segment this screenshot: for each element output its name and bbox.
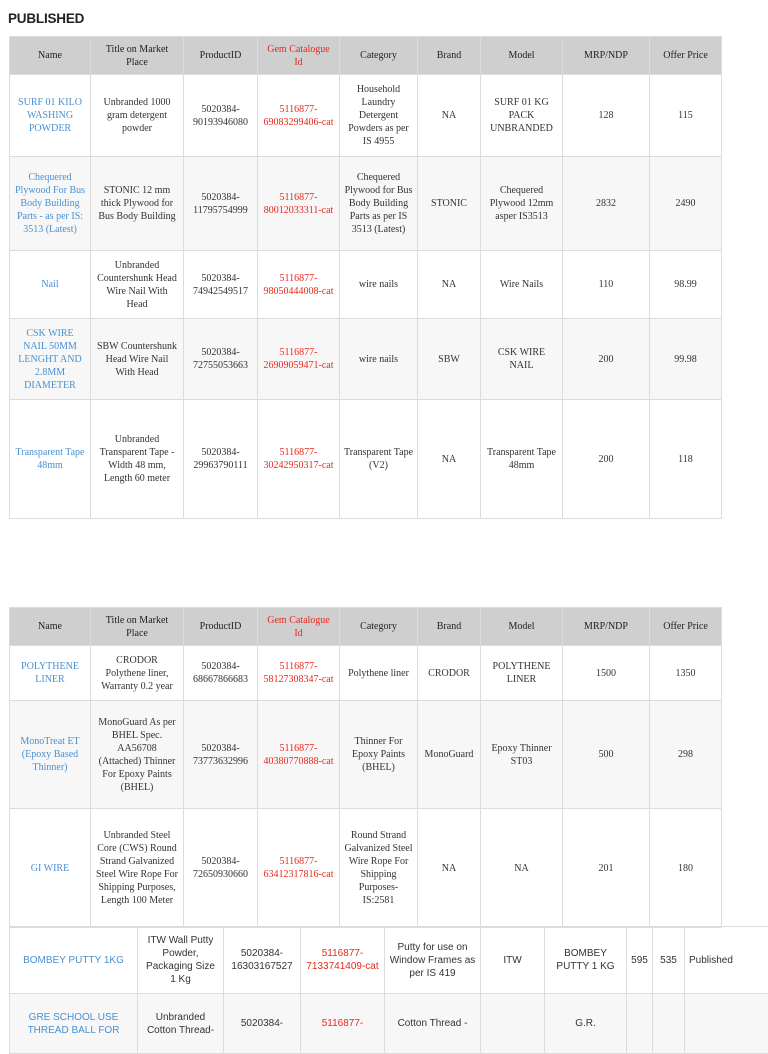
category-cell: Putty for use on Window Frames as per IS 419 (385, 927, 481, 994)
gem-catalogue-id-cell: 5116877-40380770888-cat (258, 701, 340, 809)
table-header-row (10, 608, 722, 646)
table-row (10, 157, 722, 251)
mrp-cell: 110 (563, 251, 650, 319)
table-row (10, 251, 722, 319)
gem-catalogue-id-cell: 5116877-98050444008-cat (258, 251, 340, 319)
brand-cell: NA (418, 809, 481, 928)
title-cell: Unbranded Transparent Tape - Width 48 mm, Length 60 meter (91, 400, 184, 519)
name-cell[interactable]: CSK WIRE NAIL 50MM LENGHT AND 2.8MM DIAMETER (10, 319, 91, 400)
model-cell: Transparent Tape 48mm (481, 400, 563, 519)
category-cell: Household Laundry Detergent Powders as per IS 4955 (340, 75, 418, 157)
column-header-name: Name (10, 37, 91, 75)
model-cell: POLYTHENE LINER (481, 646, 563, 701)
product-id-cell: 5020384-90193946080 (184, 75, 258, 157)
gem-catalogue-id-cell: 5116877-80012033311-cat (258, 157, 340, 251)
product-id-cell: 5020384-72755053663 (184, 319, 258, 400)
mrp-cell: 1500 (563, 646, 650, 701)
products-table-2 (9, 607, 722, 928)
products-table-3 (9, 926, 768, 1054)
name-cell[interactable]: GRE SCHOOL USE THREAD BALL FOR (10, 994, 138, 1054)
model-cell: G.R. (545, 994, 627, 1054)
brand-cell: NA (418, 75, 481, 157)
column-header-offer-price: Offer Price (650, 37, 722, 75)
gem-catalogue-id-cell: 5116877-26909059471-cat (258, 319, 340, 400)
table-row (10, 927, 768, 994)
model-cell: BOMBEY PUTTY 1 KG (545, 927, 627, 994)
model-cell: CSK WIRE NAIL (481, 319, 563, 400)
name-cell[interactable]: GI WIRE (10, 809, 91, 928)
table-row (10, 75, 722, 157)
column-header-title: Title on Market Place (91, 608, 184, 646)
column-header-gem-catalogue-id: Gem Catalogue Id (258, 37, 340, 75)
product-id-cell: 5020384-29963790111 (184, 400, 258, 519)
gem-catalogue-id-cell: 5116877-30242950317-cat (258, 400, 340, 519)
model-cell: SURF 01 KG PACK UNBRANDED (481, 75, 563, 157)
title-cell: Unbranded Countershunk Head Wire Nail With Head (91, 251, 184, 319)
page-heading: PUBLISHED (8, 11, 84, 26)
category-cell: Cotton Thread - (385, 994, 481, 1054)
offer-price-cell: 535 (653, 927, 685, 994)
offer-price-cell: 98.99 (650, 251, 722, 319)
column-header-offer-price: Offer Price (650, 608, 722, 646)
table-header-row (10, 37, 722, 75)
table-row (10, 809, 722, 928)
column-header-product-id: ProductID (184, 608, 258, 646)
column-header-model: Model (481, 37, 563, 75)
mrp-cell: 200 (563, 319, 650, 400)
column-header-mrp: MRP/NDP (563, 608, 650, 646)
title-cell: Unbranded 1000 gram detergent powder (91, 75, 184, 157)
name-cell[interactable]: POLYTHENE LINER (10, 646, 91, 701)
table-body (10, 927, 768, 1054)
gem-catalogue-id-cell: 5116877-58127308347-cat (258, 646, 340, 701)
name-cell[interactable]: Transparent Tape 48mm (10, 400, 91, 519)
gem-catalogue-id-cell: 5116877- (301, 994, 385, 1054)
offer-price-cell: 298 (650, 701, 722, 809)
offer-price-cell: 2490 (650, 157, 722, 251)
offer-price-cell: 180 (650, 809, 722, 928)
column-header-brand: Brand (418, 37, 481, 75)
status-cell: Published (685, 927, 768, 994)
name-cell[interactable]: BOMBEY PUTTY 1KG (10, 927, 138, 994)
column-header-brand: Brand (418, 608, 481, 646)
model-cell: Chequered Plywood 12mm asper IS3513 (481, 157, 563, 251)
name-cell[interactable]: Nail (10, 251, 91, 319)
table-row (10, 701, 722, 809)
column-header-category: Category (340, 37, 418, 75)
product-id-cell: 5020384-16303167527 (224, 927, 301, 994)
mrp-cell: 128 (563, 75, 650, 157)
column-header-mrp: MRP/NDP (563, 37, 650, 75)
category-cell: Thinner For Epoxy Paints (BHEL) (340, 701, 418, 809)
name-cell[interactable]: SURF 01 KILO WASHING POWDER (10, 75, 91, 157)
column-header-name: Name (10, 608, 91, 646)
title-cell: MonoGuard As per BHEL Spec. AA56708 (Attached) Thinner For Epoxy Paints (BHEL) (91, 701, 184, 809)
product-id-cell: 5020384-73773632996 (184, 701, 258, 809)
column-header-product-id: ProductID (184, 37, 258, 75)
brand-cell: NA (418, 400, 481, 519)
title-cell: Unbranded Cotton Thread- (138, 994, 224, 1054)
model-cell: Wire Nails (481, 251, 563, 319)
category-cell: wire nails (340, 251, 418, 319)
title-cell: CRODOR Polythene liner, Warranty 0.2 year (91, 646, 184, 701)
category-cell: Chequered Plywood for Bus Body Building Parts as per IS 3513 (Latest) (340, 157, 418, 251)
column-header-title: Title on Market Place (91, 37, 184, 75)
brand-cell: ITW (481, 927, 545, 994)
table-row (10, 646, 722, 701)
product-id-cell: 5020384-74942549517 (184, 251, 258, 319)
table-row (10, 400, 722, 519)
mrp-cell: 201 (563, 809, 650, 928)
gem-catalogue-id-cell: 5116877-7133741409-cat (301, 927, 385, 994)
gem-catalogue-id-cell: 5116877-69083299406-cat (258, 75, 340, 157)
brand-cell: CRODOR (418, 646, 481, 701)
offer-price-cell: 99.98 (650, 319, 722, 400)
model-cell: NA (481, 809, 563, 928)
name-cell[interactable]: Chequered Plywood For Bus Body Building Parts - as per IS: 3513 (Latest) (10, 157, 91, 251)
brand-cell: SBW (418, 319, 481, 400)
brand-cell: STONIC (418, 157, 481, 251)
offer-price-cell: 1350 (650, 646, 722, 701)
product-id-cell: 5020384-11795754999 (184, 157, 258, 251)
offer-price-cell: 118 (650, 400, 722, 519)
title-cell: STONIC 12 mm thick Plywood for Bus Body Building (91, 157, 184, 251)
table-body (10, 75, 722, 519)
mrp-cell: 2832 (563, 157, 650, 251)
category-cell: Transparent Tape (V2) (340, 400, 418, 519)
mrp-cell: 595 (627, 927, 653, 994)
name-cell[interactable]: MonoTreat ET (Epoxy Based Thinner) (10, 701, 91, 809)
category-cell: Round Strand Galvanized Steel Wire Rope For Shipping Purposes- IS:2581 (340, 809, 418, 928)
mrp-cell: 200 (563, 400, 650, 519)
category-cell: wire nails (340, 319, 418, 400)
column-header-category: Category (340, 608, 418, 646)
column-header-gem-catalogue-id: Gem Catalogue Id (258, 608, 340, 646)
category-cell: Polythene liner (340, 646, 418, 701)
brand-cell: NA (418, 251, 481, 319)
product-id-cell: 5020384- (224, 994, 301, 1054)
table-body (10, 646, 722, 928)
gem-catalogue-id-cell: 5116877-63412317816-cat (258, 809, 340, 928)
model-cell: Epoxy Thinner ST03 (481, 701, 563, 809)
title-cell: SBW Countershunk Head Wire Nail With Head (91, 319, 184, 400)
offer-price-cell: 115 (650, 75, 722, 157)
products-table-1 (9, 36, 722, 519)
title-cell: ITW Wall Putty Powder, Packaging Size 1 Kg (138, 927, 224, 994)
table-row (10, 319, 722, 400)
column-header-model: Model (481, 608, 563, 646)
mrp-cell: 500 (563, 701, 650, 809)
title-cell: Unbranded Steel Core (CWS) Round Strand Galvanized Steel Wire Rope For Shipping Purposes, Length 100 Meter (91, 809, 184, 928)
product-id-cell: 5020384-68667866683 (184, 646, 258, 701)
product-id-cell: 5020384-72650930660 (184, 809, 258, 928)
brand-cell: MonoGuard (418, 701, 481, 809)
